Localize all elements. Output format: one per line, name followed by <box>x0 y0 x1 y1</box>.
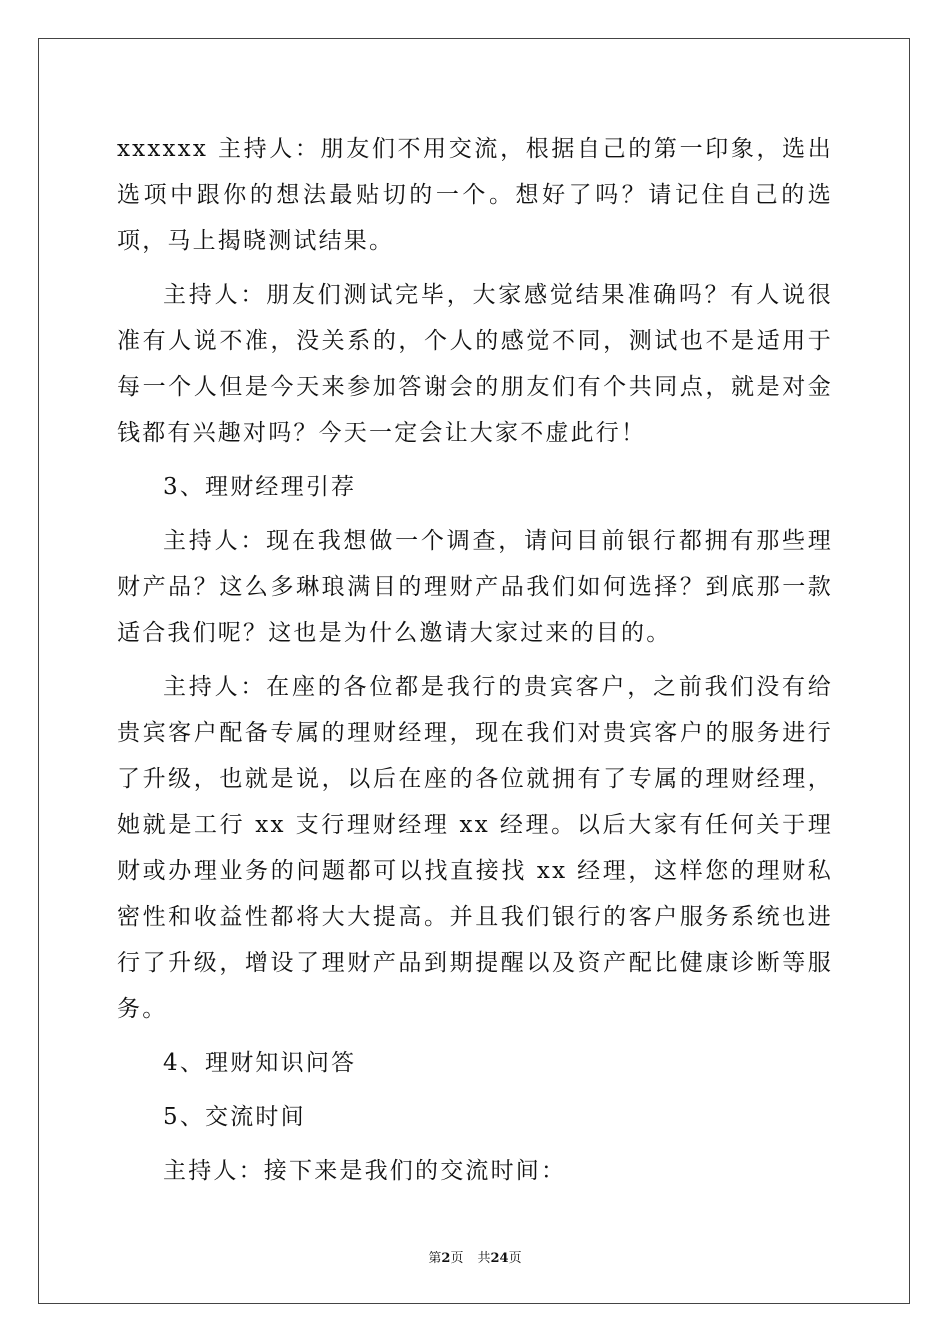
paragraph-8: 主持人：接下来是我们的交流时间： <box>163 1158 567 1184</box>
page-footer <box>0 1247 950 1266</box>
total-prefix: 共 <box>477 1251 491 1266</box>
section-heading-4: 4、理财知识问答 <box>163 1050 357 1076</box>
paragraph-1: xxxxxx 主持人：朋友们不用交流，根据自己的第一印象，选出选项中跟你的想法最贴切的一个。想好了吗？请记住自己的选项，马上揭晓测试结果。 <box>117 136 833 254</box>
paragraph-2: 主持人：朋友们测试完毕，大家感觉结果准确吗？有人说很准有人说不准，没关系的，个人的感觉不同，测试也不是适用于每一个人但是今天来参加答谢会的朋友们有个共同点，就是对金钱都有兴趣对吗？今天一定会让大家不虚此行！ <box>117 282 833 446</box>
paragraph-5: 主持人：在座的各位都是我行的贵宾客户，之前我们没有给贵宾客户配备专属的理财经理，现在我们对贵宾客户的服务进行了升级，也就是说，以后在座的各位就拥有了专属的理财经理，她就是工行 xx 支行理财经理 xx 经理。以后大家有任何关于理财或办理业务的问题都可以找直接找 xx 经理，这样您的理财私密性和收益性都将大大提高。并且我们银行的客户服务系统也进行了升级，增设了理财产品到期提醒以及资产配比健康诊断等服务。 <box>117 674 833 1022</box>
document-body <box>117 126 833 1194</box>
section-heading-5: 5、交流时间 <box>163 1104 306 1130</box>
total-pages: 24 <box>490 1251 509 1266</box>
total-suffix: 页 <box>508 1251 522 1266</box>
paragraph-4: 主持人：现在我想做一个调查，请问目前银行都拥有那些理财产品？这么多琳琅满目的理财产品我们如何选择？到底那一款适合我们呢？这也是为什么邀请大家过来的目的。 <box>117 528 833 646</box>
page-suffix: 页 <box>450 1251 464 1266</box>
section-heading-3: 3、理财经理引荐 <box>163 474 357 500</box>
page-number: 2 <box>441 1251 451 1266</box>
page-prefix: 第 <box>428 1251 442 1266</box>
